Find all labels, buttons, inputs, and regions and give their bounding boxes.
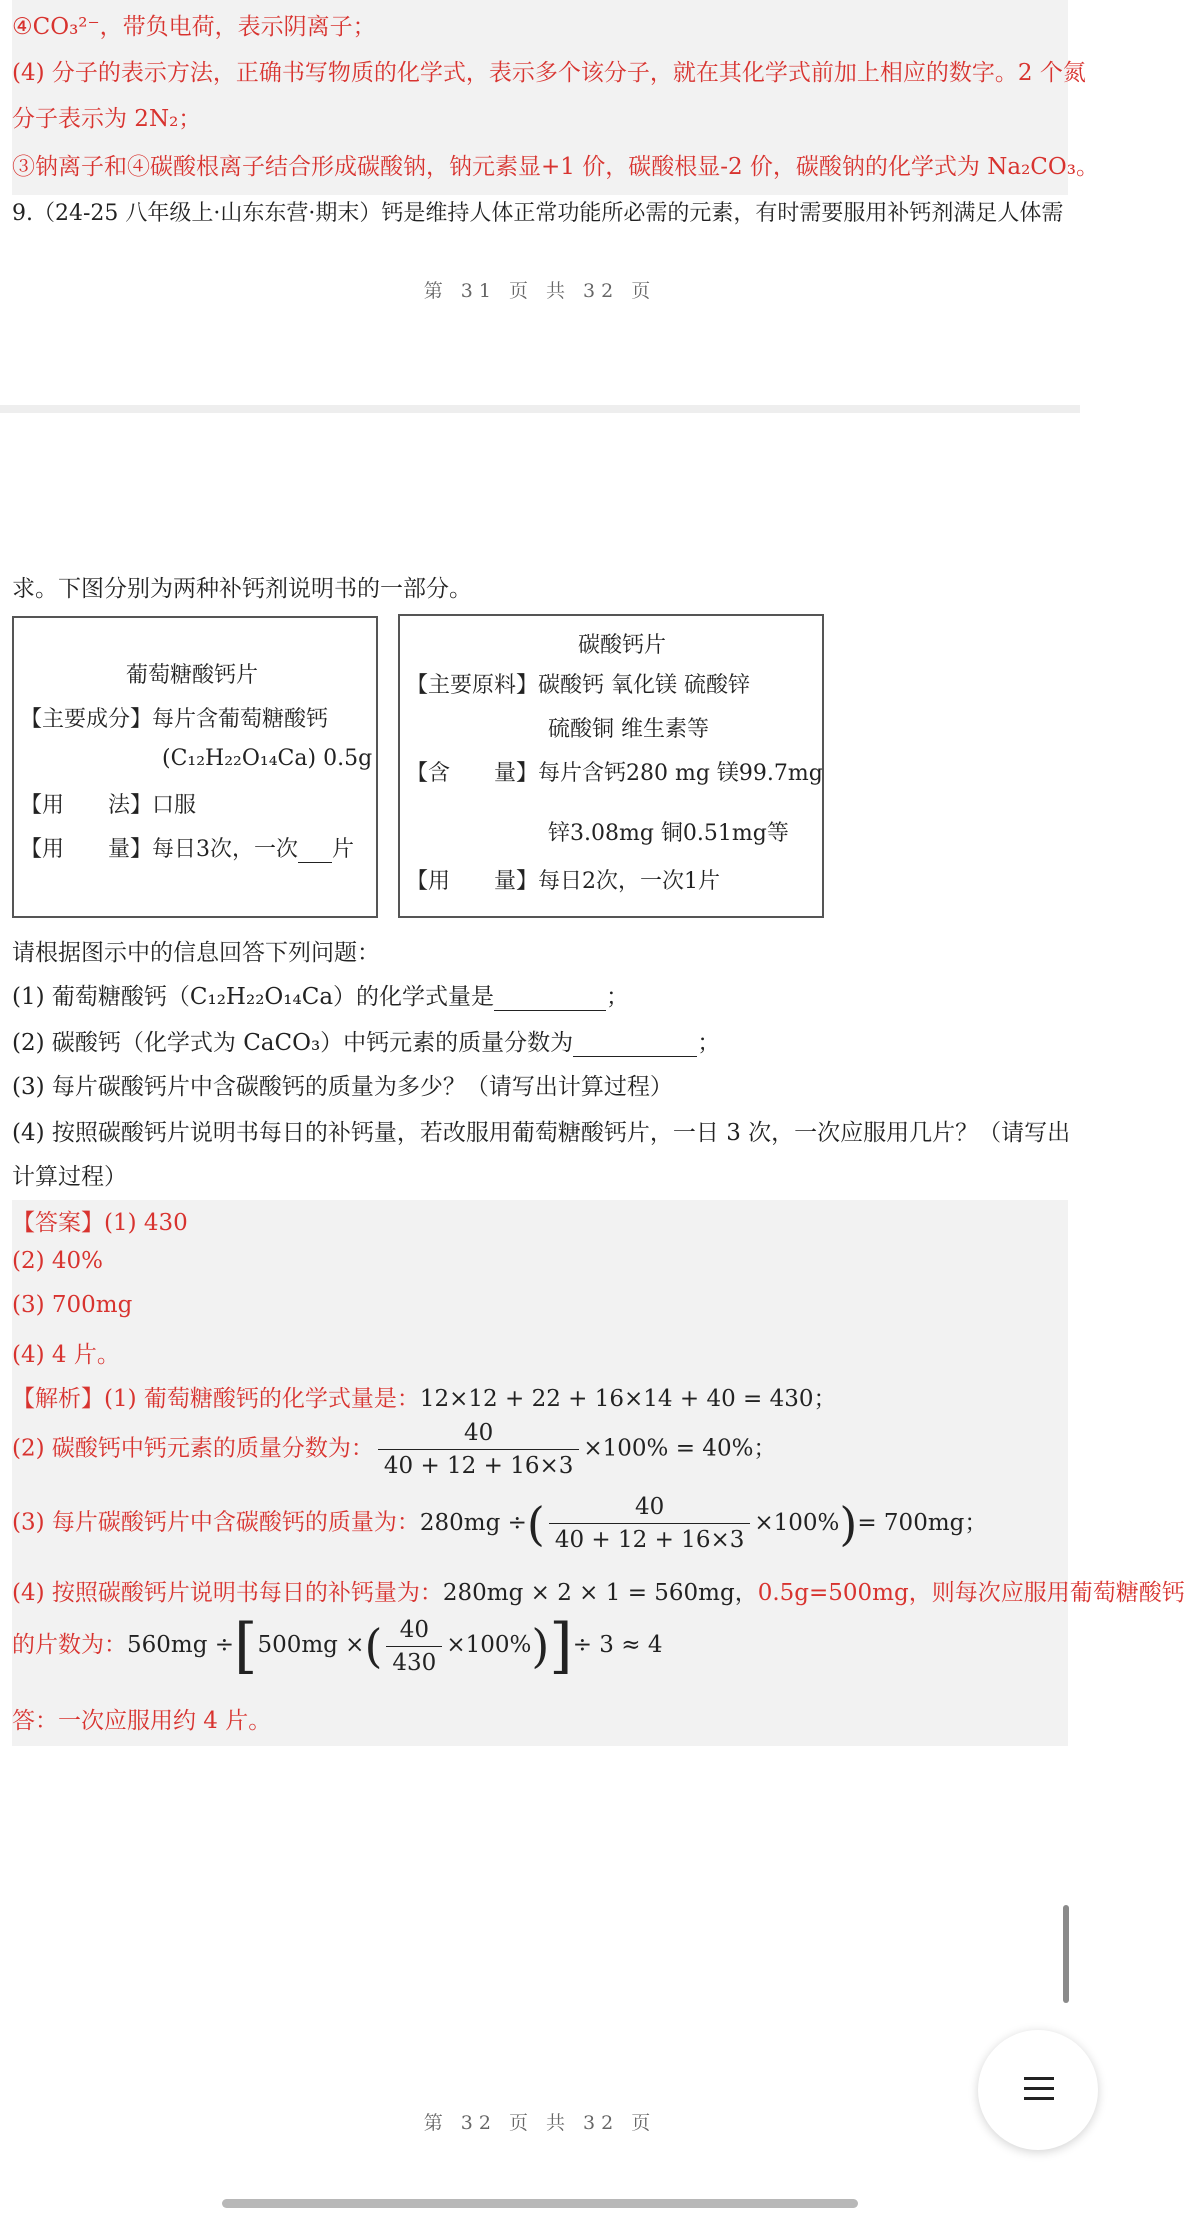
gluconate-tablet-label — [12, 616, 378, 918]
solution-line-molecule-notation: (4) 分子的表示方法，正确书写物质的化学式，表示多个该分子，就在其化学式前加上相应的数字。2 个氮 — [12, 60, 1086, 86]
analysis-4-text: (4) 按照碳酸钙片说明书每日的补钙量为： — [12, 1580, 443, 1606]
dosage-blank — [298, 837, 332, 863]
gluconate-dosage-text: 【用 量】每日3次，一次 — [20, 837, 298, 862]
right-paren-2: ) — [531, 1619, 550, 1673]
question-1-end: ； — [606, 984, 630, 1010]
analysis-1-text: 【解析】(1) 葡萄糖酸钙的化学式量是： — [12, 1386, 420, 1412]
carbonate-dosage: 【用 量】每日2次，一次1片 — [406, 869, 720, 894]
page-separator — [0, 405, 1080, 413]
analysis-4-cont — [12, 1611, 1066, 1681]
gluconate-dosage-unit: 片 — [332, 837, 355, 862]
analysis-3-denominator: 40 + 12 + 16×3 — [554, 1527, 745, 1553]
right-bracket: ] — [549, 1611, 573, 1681]
analysis-1-formula: 12×12 + 22 + 16×14 + 40 = 430； — [419, 1386, 837, 1412]
solution-line-sodium-carbonate: ③钠离子和④碳酸根离子结合形成碳酸钠，钠元素显+1 价，碳酸根显-2 价，碳酸钠的化学式为 Na₂CO₃。 — [12, 154, 1099, 180]
home-indicator[interactable] — [222, 2199, 858, 2208]
analysis-3-dividend: 280mg ÷ — [419, 1509, 527, 1536]
analysis-3 — [12, 1494, 1066, 1553]
analysis-4-dividend: 560mg ÷ — [127, 1632, 235, 1658]
analysis-3-text: (3) 每片碳酸钙片中含碳酸钙的质量为： — [12, 1509, 420, 1536]
answer-1: 【答案】(1) 430 — [12, 1210, 188, 1236]
carbonate-content: 【含 量】每片含钙280 mg 镁99.7mg — [406, 761, 823, 786]
question-1-blank — [494, 984, 606, 1011]
carbonate-ingredients: 【主要原料】碳酸钙 氧化镁 硫酸锌 — [406, 673, 750, 698]
analysis-3-fraction — [549, 1494, 751, 1553]
analysis-2-fraction — [378, 1420, 580, 1479]
gluconate-usage: 【用 法】口服 — [20, 793, 197, 818]
analysis-4-fraction — [386, 1617, 442, 1676]
left-bracket: [ — [234, 1611, 258, 1681]
question-4: (4) 按照碳酸钙片说明书每日的补钙量，若改服用葡萄糖酸钙片，一日 3 次，一次应服用几片？（请写出 — [12, 1120, 1071, 1146]
analysis-2-result: ×100% = 40%； — [583, 1435, 777, 1462]
page-32-footer: 第 32 页 共 32 页 — [423, 2112, 657, 2134]
answer-4: (4) 4 片。 — [12, 1342, 120, 1368]
analysis-4-denominator: 430 — [392, 1649, 437, 1676]
analysis-4-numerator: 40 — [386, 1617, 442, 1647]
question-9-start: 9.（24-25 八年级上·山东东营·期末）钙是维持人体正常功能所必需的元素，有时需要服用补钙剂满足人体需 — [12, 201, 1064, 226]
analysis-4-conversion: 0.5g=500mg，则每次应服用葡萄糖酸钙 — [757, 1580, 1185, 1606]
gluconate-formula: (C₁₂H₂₂O₁₄Ca) 0.5g — [162, 746, 373, 771]
solution-line-2n2: 分子表示为 2N₂； — [12, 106, 202, 132]
question-1 — [12, 978, 1066, 1011]
question-1-text: (1) 葡萄糖酸钙（C₁₂H₂₂O₁₄Ca）的化学式量是 — [12, 984, 495, 1010]
question-2-end: ； — [697, 1030, 721, 1056]
analysis-4 — [12, 1574, 1185, 1607]
page-31-footer: 第 31 页 共 32 页 — [423, 280, 657, 302]
gluconate-ingredient: 【主要成分】每片含葡萄糖酸钙 — [20, 707, 329, 732]
gluconate-dosage — [20, 832, 354, 863]
analysis-4-expr — [127, 1611, 663, 1681]
question-2-blank — [573, 1030, 697, 1057]
analysis-4-per-tablet: 500mg × — [257, 1632, 365, 1658]
carbonate-tablet-label — [398, 614, 824, 918]
analysis-4-daily: 280mg × 2 × 1 = 560mg， — [442, 1580, 758, 1606]
carbonate-title: 碳酸钙片 — [578, 633, 667, 658]
analysis-2-numerator: 40 — [378, 1420, 580, 1450]
analysis-4-percent: ×100% — [446, 1632, 532, 1658]
analysis-2-denominator: 40 + 12 + 16×3 — [383, 1453, 574, 1479]
carbonate-ingredients-cont: 硫酸铜 维生素等 — [548, 717, 709, 742]
scrollbar-thumb[interactable] — [1063, 1905, 1069, 2003]
right-paren: ) — [839, 1496, 858, 1551]
answer-2: (2) 40% — [12, 1248, 104, 1274]
analysis-2 — [12, 1420, 1066, 1479]
left-paren-2: ( — [364, 1619, 383, 1673]
question-9-continued: 求。下图分别为两种补钙剂说明书的一部分。 — [12, 576, 472, 602]
question-2 — [12, 1024, 1066, 1057]
menu-button[interactable] — [978, 2030, 1098, 2150]
analysis-1 — [12, 1380, 1066, 1413]
analysis-3-result: = 700mg； — [857, 1509, 988, 1536]
solution-line-carbonate-ion: ④CO₃²⁻，带负电荷，表示阴离子； — [12, 14, 376, 40]
question-prompt: 请根据图示中的信息回答下列问题： — [12, 940, 380, 966]
analysis-2-text: (2) 碳酸钙中钙元素的质量分数为： — [12, 1435, 374, 1462]
question-3: (3) 每片碳酸钙片中含碳酸钙的质量为多少？（请写出计算过程） — [12, 1074, 673, 1100]
analysis-3-percent: ×100% — [754, 1509, 840, 1536]
analysis-3-numerator: 40 — [549, 1494, 751, 1524]
answer-3: (3) 700mg — [12, 1292, 133, 1318]
question-2-text: (2) 碳酸钙（化学式为 CaCO₃）中钙元素的质量分数为 — [12, 1030, 574, 1056]
gluconate-title: 葡萄糖酸钙片 — [126, 663, 259, 688]
analysis-4-result: ÷ 3 ≈ 4 — [572, 1632, 663, 1658]
left-paren: ( — [526, 1496, 545, 1551]
question-4-cont: 计算过程） — [12, 1164, 127, 1190]
analysis-4-count-label: 的片数为： — [12, 1632, 127, 1658]
carbonate-content-cont: 锌3.08mg 铜0.51mg等 — [548, 821, 789, 846]
analysis-conclusion: 答：一次应服用约 4 片。 — [12, 1708, 272, 1734]
